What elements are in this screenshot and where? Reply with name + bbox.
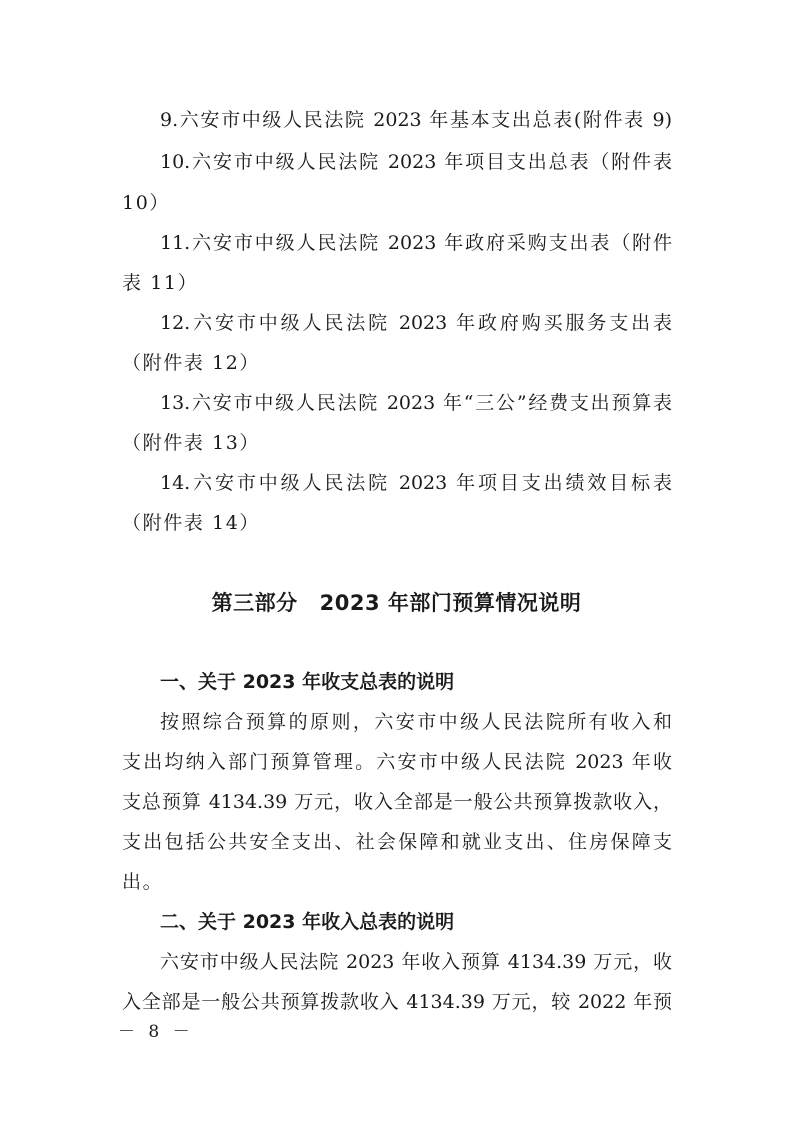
attachment-item-11: 11.六安市中级人民法院 2023 年政府采购支出表（附件: [160, 232, 672, 254]
attachment-item-12: 12.六安市中级人民法院 2023 年政府购买服务支出表: [160, 312, 672, 334]
section-2-heading: 二、关于 2023 年收入总表的说明: [160, 911, 455, 933]
attachment-item-9: 9.六安市中级人民法院 2023 年基本支出总表(附件表 9): [160, 109, 672, 131]
section-1-line-5: 出。: [122, 871, 164, 893]
attachment-item-13-cont: （附件表 13）: [122, 432, 261, 454]
attachment-item-12-cont: （附件表 12）: [122, 352, 261, 374]
attachment-item-11-cont: 表 11）: [122, 272, 199, 294]
attachment-item-10: 10.六安市中级人民法院 2023 年项目支出总表（附件表: [160, 151, 672, 173]
section-2-line-2: 入全部是一般公共预算拨款收入 4134.39 万元，较 2022 年预: [122, 991, 672, 1013]
part-title: 2023 年部门预算情况说明: [319, 591, 582, 615]
attachment-item-13: 13.六安市中级人民法院 2023 年“三公”经费支出预算表: [160, 392, 672, 414]
section-1-heading: 一、关于 2023 年收支总表的说明: [160, 671, 455, 693]
attachment-item-10-cont: 10）: [122, 192, 170, 214]
section-2-line-1: 六安市中级人民法院 2023 年收入预算 4134.39 万元，收: [160, 951, 672, 973]
section-1-line-4: 支出包括公共安全支出、社会保障和就业支出、住房保障支: [122, 831, 672, 853]
attachment-item-14-cont: （附件表 14）: [122, 512, 261, 534]
section-1-line-3: 支总预算 4134.39 万元，收入全部是一般公共预算拨款收入，: [122, 791, 672, 813]
part-heading: [0, 588, 793, 618]
page-number: － 8 －: [118, 1022, 194, 1042]
part-label: 第三部分: [211, 591, 298, 615]
section-1-line-2: 支出均纳入部门预算管理。六安市中级人民法院 2023 年收: [122, 751, 672, 773]
section-1-line-1: 按照综合预算的原则，六安市中级人民法院所有收入和: [160, 711, 672, 733]
attachment-item-14: 14.六安市中级人民法院 2023 年项目支出绩效目标表: [160, 472, 672, 494]
